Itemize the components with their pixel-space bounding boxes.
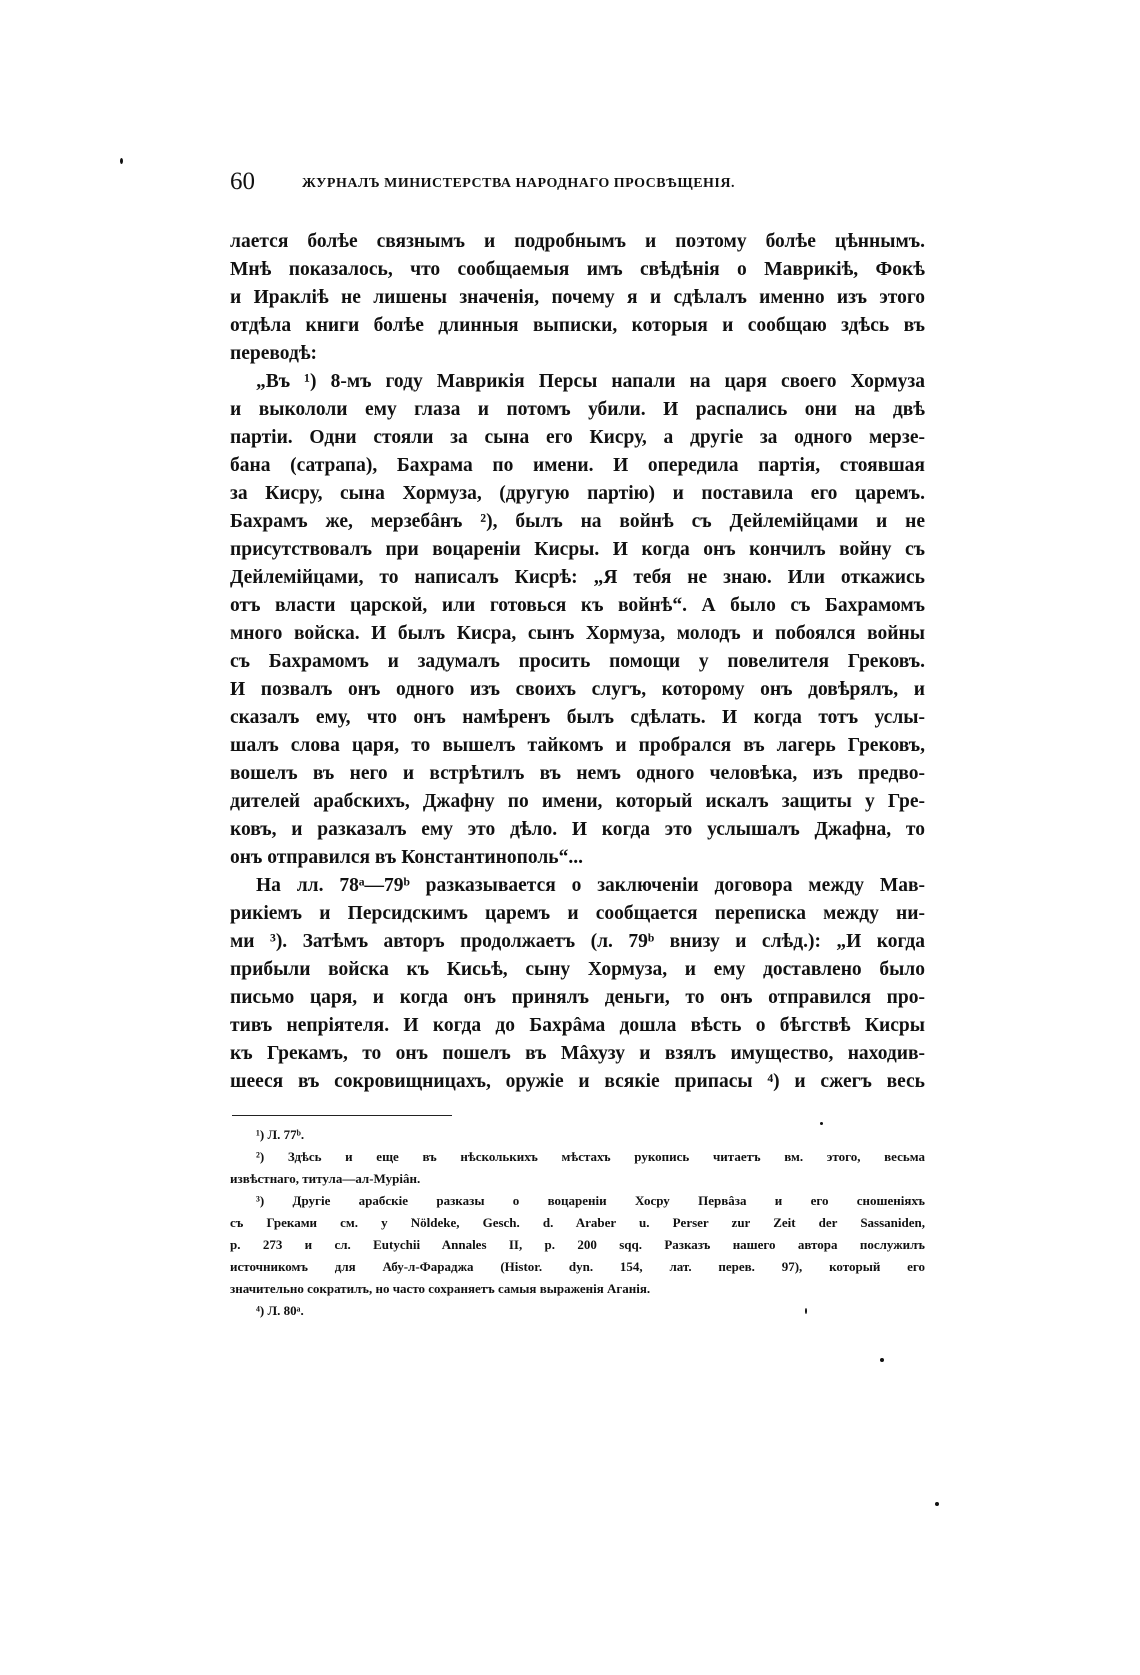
text-line: вошелъ въ него и встрѣтилъ въ немъ одного человѣка, изъ предво-: [230, 763, 925, 784]
body-text: [230, 228, 925, 1096]
text-line: переводѣ:: [230, 343, 318, 364]
footnote-line: ³) Другіе арабскіе разказы о воцареніи Хосру Первâза и его сношеніяхъ: [256, 1193, 925, 1208]
text-line: ковъ, и разказалъ ему это дѣло. И когда это услышалъ Джафна, то: [230, 819, 925, 840]
text-line: Бахрамъ же, мерзебâнъ ²), былъ на войнѣ съ Дейлемійцами и не: [230, 511, 925, 532]
text-line: прибыли войска къ Кисьѣ, сыну Хормуза, и ему доставлено было: [230, 959, 925, 980]
page-number: 60: [230, 168, 255, 195]
footnotes: [230, 1124, 925, 1322]
running-title: ЖУРНАЛЪ МИНИСТЕРСТВА НАРОДНАГО ПРОСВѢЩЕНІЯ.: [302, 176, 735, 191]
scan-speck: [880, 1358, 884, 1362]
scan-speck: [120, 158, 123, 164]
scan-speck: [805, 1308, 807, 1314]
text-line: ми ³). Затѣмъ авторъ продолжаетъ (л. 79ᵇ внизу и слѣд.): „И когда: [230, 931, 925, 952]
scan-speck: [935, 1502, 939, 1506]
text-line: дителей арабскихъ, Джафну по имени, который искалъ защиты у Гре-: [230, 791, 925, 812]
text-line: шалъ слова царя, то вышелъ тайкомъ и пробрался въ лагерь Грековъ,: [230, 735, 925, 756]
text-line: Дейлемійцами, то написалъ Кисрѣ: „Я тебя не знаю. Или откажись: [230, 567, 925, 588]
text-line: отъ власти царской, или готовься къ войнѣ“. А было съ Бахрамомъ: [230, 595, 925, 616]
footnote-line: ⁴) Л. 80ᵃ.: [256, 1303, 304, 1318]
text-line: и Ираклiѣ не лишены значенія, почему я и сдѣлалъ именно изъ этого: [230, 287, 925, 308]
text-line: за Кисру, сына Хормуза, (другую партію) и поставила его царемъ.: [230, 483, 925, 504]
footnote-line: значительно сократилъ, но часто сохраняетъ самыя выраженія Аганія.: [230, 1281, 651, 1296]
text-line: Мнѣ показалось, что сообщаемыя имъ свѣдѣнія о Маврикіѣ, Фокѣ: [230, 259, 925, 280]
footnote-line: ¹) Л. 77ᵇ.: [256, 1127, 305, 1142]
text-line: онъ отправился въ Константинополь“...: [230, 847, 583, 868]
text-line: и выкололи ему глаза и потомъ убили. И распались они на двѣ: [230, 399, 925, 420]
text-line: сказалъ ему, что онъ намѣренъ былъ сдѣлать. И когда тотъ услы-: [230, 707, 925, 728]
footnote-line: p. 273 и сл. Eutychii Annales II, p. 200 sqq. Разказъ нашего автора послужилъ: [230, 1237, 925, 1252]
page-header: [230, 168, 920, 208]
text-line: На лл. 78ᵃ—79ᵇ разказывается о заключеніи договора между Мав-: [256, 875, 925, 896]
text-line: бана (сатрапа), Бахрама по имени. И опередила партія, стоявшая: [230, 455, 925, 476]
text-line: тивъ непріятеля. И когда до Бахрâма дошла вѣсть о бѣгствѣ Кисры: [230, 1015, 925, 1036]
footnote-separator: [232, 1115, 452, 1116]
footnote-line: ²) Здѣсь и еще въ нѣсколькихъ мѣстахъ рукопись читаетъ вм. этого, весьма: [256, 1149, 925, 1164]
text-line: партіи. Одни стояли за сына его Кисру, а другіе за одного мерзе-: [230, 427, 925, 448]
text-line: И позвалъ онъ одного изъ своихъ слугъ, которому онъ довѣрялъ, и: [230, 679, 925, 700]
text-line: лается болѣе связнымъ и подробнымъ и поэтому болѣе цѣннымъ.: [230, 231, 925, 252]
text-line: „Въ ¹) 8-мъ году Маврикія Персы напали на царя своего Хормуза: [256, 371, 925, 392]
footnote-line: источникомъ для Абу-л-Фараджа (Histor. dyn. 154, лат. перев. 97), который его: [230, 1259, 925, 1274]
text-line: шееся въ сокровищницахъ, оружіе и всякіе припасы ⁴) и сжегъ весь: [230, 1071, 925, 1092]
text-line: къ Грекамъ, то онъ пошелъ въ Мâхузу и взялъ имущество, находив-: [230, 1043, 925, 1064]
text-line: отдѣла книги болѣе длинныя выписки, которыя и сообщаю здѣсь въ: [230, 315, 925, 336]
footnote-line: съ Греками см. у Nöldeke, Gesch. d. Araber u. Perser zur Zeit der Sassaniden,: [230, 1215, 925, 1230]
text-line: много войска. И былъ Кисра, сынъ Хормуза, молодъ и побоялся войны: [230, 623, 925, 644]
text-line: письмо царя, и когда онъ принялъ деньги, то онъ отправился про-: [230, 987, 925, 1008]
text-line: рикіемъ и Персидскимъ царемъ и сообщается переписка между ни-: [230, 903, 925, 924]
text-line: присутствовалъ при воцареніи Кисры. И когда онъ кончилъ войну съ: [230, 539, 925, 560]
footnote-line: извѣстнаго, титула—ал-Мурiâн.: [230, 1171, 421, 1186]
text-line: съ Бахрамомъ и задумалъ просить помощи у повелителя Грековъ.: [230, 651, 925, 672]
scan-speck: [820, 1122, 823, 1125]
